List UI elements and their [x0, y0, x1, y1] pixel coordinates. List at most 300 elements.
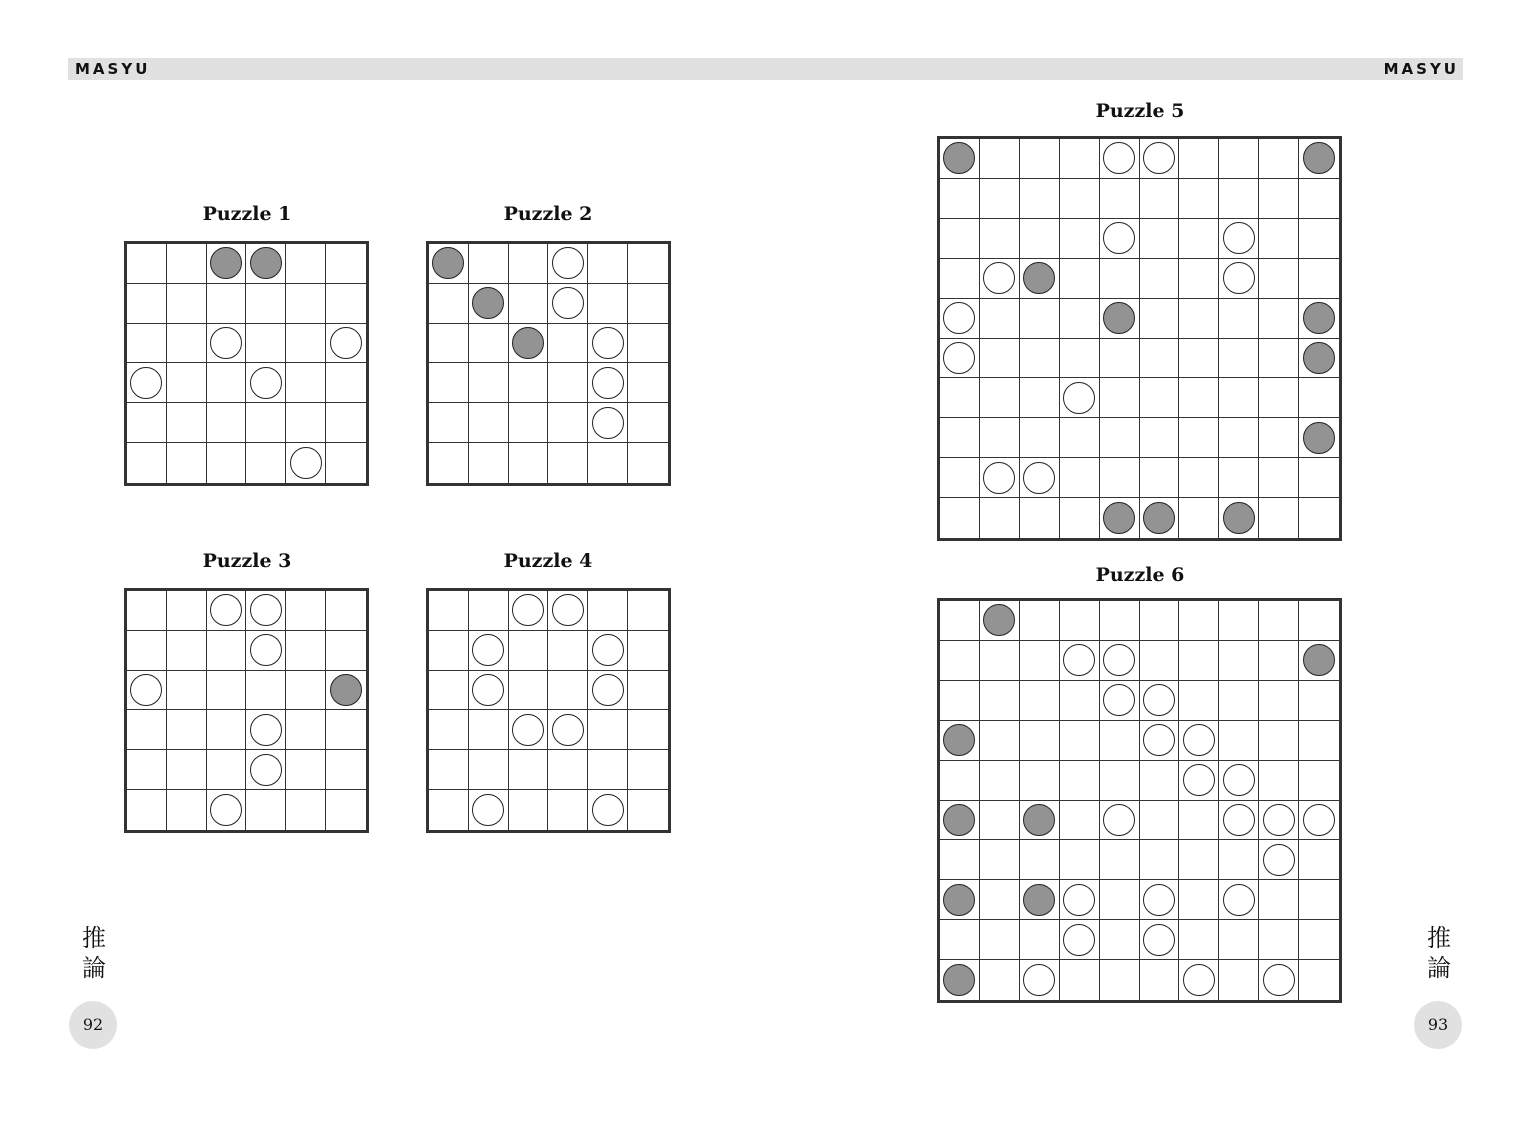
grid-cell[interactable]	[1299, 960, 1339, 1000]
grid-cell[interactable]	[326, 671, 366, 711]
grid-cell[interactable]	[1259, 139, 1299, 179]
grid-cell[interactable]	[1020, 721, 1060, 761]
grid-cell[interactable]	[588, 363, 628, 403]
grid-cell[interactable]	[1179, 378, 1219, 418]
grid-cell[interactable]	[1020, 920, 1060, 960]
grid-cell[interactable]	[940, 458, 980, 498]
grid-cell[interactable]	[326, 324, 366, 364]
grid-cell[interactable]	[1020, 299, 1060, 339]
grid-cell[interactable]	[1100, 761, 1140, 801]
grid-cell[interactable]	[246, 244, 286, 284]
grid-cell[interactable]	[509, 244, 549, 284]
grid-cell[interactable]	[326, 631, 366, 671]
grid-cell[interactable]	[940, 641, 980, 681]
grid-cell[interactable]	[980, 378, 1020, 418]
grid-cell[interactable]	[429, 790, 469, 830]
grid-cell[interactable]	[286, 631, 326, 671]
puzzle-6-grid[interactable]	[937, 598, 1342, 1003]
grid-cell[interactable]	[940, 601, 980, 641]
grid-cell[interactable]	[286, 750, 326, 790]
grid-cell[interactable]	[1179, 139, 1219, 179]
grid-cell[interactable]	[1219, 299, 1259, 339]
grid-cell[interactable]	[1259, 339, 1299, 379]
grid-cell[interactable]	[1060, 458, 1100, 498]
grid-cell[interactable]	[1259, 299, 1299, 339]
grid-cell[interactable]	[1299, 418, 1339, 458]
grid-cell[interactable]	[207, 284, 247, 324]
grid-cell[interactable]	[1060, 259, 1100, 299]
grid-cell[interactable]	[1140, 418, 1180, 458]
grid-cell[interactable]	[588, 443, 628, 483]
grid-cell[interactable]	[286, 790, 326, 830]
grid-cell[interactable]	[1219, 721, 1259, 761]
grid-cell[interactable]	[588, 324, 628, 364]
grid-cell[interactable]	[628, 671, 668, 711]
grid-cell[interactable]	[628, 443, 668, 483]
grid-cell[interactable]	[1259, 601, 1299, 641]
grid-cell[interactable]	[207, 443, 247, 483]
grid-cell[interactable]	[207, 363, 247, 403]
grid-cell[interactable]	[1060, 498, 1100, 538]
grid-cell[interactable]	[1219, 378, 1259, 418]
grid-cell[interactable]	[1020, 259, 1060, 299]
grid-cell[interactable]	[1299, 880, 1339, 920]
grid-cell[interactable]	[980, 498, 1020, 538]
puzzle-4-grid[interactable]	[426, 588, 671, 833]
grid-cell[interactable]	[1219, 761, 1259, 801]
grid-cell[interactable]	[469, 403, 509, 443]
grid-cell[interactable]	[1179, 601, 1219, 641]
grid-cell[interactable]	[1259, 179, 1299, 219]
grid-cell[interactable]	[1299, 378, 1339, 418]
grid-cell[interactable]	[548, 284, 588, 324]
grid-cell[interactable]	[1219, 681, 1259, 721]
grid-cell[interactable]	[940, 960, 980, 1000]
grid-cell[interactable]	[1100, 601, 1140, 641]
grid-cell[interactable]	[207, 324, 247, 364]
grid-cell[interactable]	[207, 403, 247, 443]
grid-cell[interactable]	[940, 920, 980, 960]
grid-cell[interactable]	[127, 324, 167, 364]
grid-cell[interactable]	[207, 631, 247, 671]
grid-cell[interactable]	[1179, 801, 1219, 841]
grid-cell[interactable]	[1179, 418, 1219, 458]
grid-cell[interactable]	[1259, 641, 1299, 681]
grid-cell[interactable]	[1020, 960, 1060, 1000]
grid-cell[interactable]	[628, 244, 668, 284]
grid-cell[interactable]	[940, 219, 980, 259]
grid-cell[interactable]	[429, 363, 469, 403]
grid-cell[interactable]	[1020, 498, 1060, 538]
grid-cell[interactable]	[1299, 641, 1339, 681]
grid-cell[interactable]	[980, 801, 1020, 841]
grid-cell[interactable]	[1299, 920, 1339, 960]
grid-cell[interactable]	[469, 790, 509, 830]
grid-cell[interactable]	[127, 244, 167, 284]
grid-cell[interactable]	[1060, 139, 1100, 179]
grid-cell[interactable]	[1299, 761, 1339, 801]
grid-cell[interactable]	[246, 403, 286, 443]
grid-cell[interactable]	[980, 219, 1020, 259]
grid-cell[interactable]	[1020, 458, 1060, 498]
grid-cell[interactable]	[1179, 179, 1219, 219]
grid-cell[interactable]	[326, 790, 366, 830]
grid-cell[interactable]	[548, 244, 588, 284]
grid-cell[interactable]	[469, 750, 509, 790]
grid-cell[interactable]	[509, 591, 549, 631]
grid-cell[interactable]	[1299, 840, 1339, 880]
grid-cell[interactable]	[1299, 139, 1339, 179]
grid-cell[interactable]	[980, 960, 1020, 1000]
grid-cell[interactable]	[940, 179, 980, 219]
grid-cell[interactable]	[548, 790, 588, 830]
grid-cell[interactable]	[588, 631, 628, 671]
grid-cell[interactable]	[246, 631, 286, 671]
grid-cell[interactable]	[1299, 219, 1339, 259]
grid-cell[interactable]	[1100, 721, 1140, 761]
grid-cell[interactable]	[1100, 498, 1140, 538]
grid-cell[interactable]	[429, 710, 469, 750]
grid-cell[interactable]	[1179, 840, 1219, 880]
grid-cell[interactable]	[1100, 960, 1140, 1000]
grid-cell[interactable]	[1219, 801, 1259, 841]
grid-cell[interactable]	[1259, 378, 1299, 418]
grid-cell[interactable]	[1020, 641, 1060, 681]
grid-cell[interactable]	[628, 403, 668, 443]
grid-cell[interactable]	[167, 443, 207, 483]
grid-cell[interactable]	[628, 324, 668, 364]
grid-cell[interactable]	[286, 324, 326, 364]
grid-cell[interactable]	[548, 403, 588, 443]
grid-cell[interactable]	[469, 363, 509, 403]
grid-cell[interactable]	[509, 403, 549, 443]
grid-cell[interactable]	[1179, 458, 1219, 498]
grid-cell[interactable]	[246, 284, 286, 324]
grid-cell[interactable]	[548, 443, 588, 483]
grid-cell[interactable]	[127, 363, 167, 403]
grid-cell[interactable]	[1299, 498, 1339, 538]
grid-cell[interactable]	[1100, 920, 1140, 960]
grid-cell[interactable]	[127, 750, 167, 790]
grid-cell[interactable]	[207, 671, 247, 711]
grid-cell[interactable]	[588, 284, 628, 324]
grid-cell[interactable]	[1299, 259, 1339, 299]
grid-cell[interactable]	[980, 259, 1020, 299]
grid-cell[interactable]	[1299, 458, 1339, 498]
grid-cell[interactable]	[1100, 259, 1140, 299]
grid-cell[interactable]	[1140, 139, 1180, 179]
grid-cell[interactable]	[1219, 880, 1259, 920]
grid-cell[interactable]	[167, 750, 207, 790]
grid-cell[interactable]	[429, 403, 469, 443]
grid-cell[interactable]	[469, 591, 509, 631]
grid-cell[interactable]	[1020, 601, 1060, 641]
grid-cell[interactable]	[1259, 259, 1299, 299]
grid-cell[interactable]	[1100, 378, 1140, 418]
grid-cell[interactable]	[940, 498, 980, 538]
grid-cell[interactable]	[286, 284, 326, 324]
grid-cell[interactable]	[1259, 458, 1299, 498]
grid-cell[interactable]	[469, 244, 509, 284]
grid-cell[interactable]	[588, 244, 628, 284]
grid-cell[interactable]	[1020, 801, 1060, 841]
grid-cell[interactable]	[1219, 259, 1259, 299]
grid-cell[interactable]	[469, 324, 509, 364]
grid-cell[interactable]	[1140, 339, 1180, 379]
grid-cell[interactable]	[980, 601, 1020, 641]
grid-cell[interactable]	[429, 244, 469, 284]
grid-cell[interactable]	[588, 710, 628, 750]
grid-cell[interactable]	[980, 880, 1020, 920]
grid-cell[interactable]	[1060, 179, 1100, 219]
grid-cell[interactable]	[1140, 721, 1180, 761]
grid-cell[interactable]	[1100, 219, 1140, 259]
grid-cell[interactable]	[548, 631, 588, 671]
grid-cell[interactable]	[286, 443, 326, 483]
grid-cell[interactable]	[548, 324, 588, 364]
grid-cell[interactable]	[509, 671, 549, 711]
grid-cell[interactable]	[1020, 418, 1060, 458]
grid-cell[interactable]	[1060, 418, 1100, 458]
grid-cell[interactable]	[469, 671, 509, 711]
grid-cell[interactable]	[1060, 681, 1100, 721]
grid-cell[interactable]	[1299, 179, 1339, 219]
grid-cell[interactable]	[469, 284, 509, 324]
grid-cell[interactable]	[429, 443, 469, 483]
grid-cell[interactable]	[127, 631, 167, 671]
grid-cell[interactable]	[167, 591, 207, 631]
grid-cell[interactable]	[1020, 179, 1060, 219]
grid-cell[interactable]	[980, 458, 1020, 498]
grid-cell[interactable]	[628, 363, 668, 403]
grid-cell[interactable]	[940, 840, 980, 880]
grid-cell[interactable]	[1179, 259, 1219, 299]
grid-cell[interactable]	[940, 418, 980, 458]
grid-cell[interactable]	[1100, 801, 1140, 841]
grid-cell[interactable]	[588, 790, 628, 830]
grid-cell[interactable]	[1259, 880, 1299, 920]
grid-cell[interactable]	[1060, 601, 1100, 641]
grid-cell[interactable]	[1140, 681, 1180, 721]
grid-cell[interactable]	[509, 790, 549, 830]
grid-cell[interactable]	[1219, 219, 1259, 259]
grid-cell[interactable]	[1060, 960, 1100, 1000]
grid-cell[interactable]	[1179, 880, 1219, 920]
grid-cell[interactable]	[1179, 960, 1219, 1000]
grid-cell[interactable]	[1100, 179, 1140, 219]
grid-cell[interactable]	[127, 284, 167, 324]
grid-cell[interactable]	[1020, 681, 1060, 721]
grid-cell[interactable]	[1299, 601, 1339, 641]
grid-cell[interactable]	[1060, 219, 1100, 259]
grid-cell[interactable]	[207, 790, 247, 830]
grid-cell[interactable]	[1179, 219, 1219, 259]
grid-cell[interactable]	[1140, 259, 1180, 299]
grid-cell[interactable]	[1179, 920, 1219, 960]
grid-cell[interactable]	[1020, 139, 1060, 179]
grid-cell[interactable]	[246, 750, 286, 790]
grid-cell[interactable]	[1140, 458, 1180, 498]
grid-cell[interactable]	[469, 631, 509, 671]
grid-cell[interactable]	[1060, 299, 1100, 339]
grid-cell[interactable]	[980, 681, 1020, 721]
grid-cell[interactable]	[207, 591, 247, 631]
grid-cell[interactable]	[326, 244, 366, 284]
grid-cell[interactable]	[167, 284, 207, 324]
grid-cell[interactable]	[1060, 801, 1100, 841]
grid-cell[interactable]	[1060, 339, 1100, 379]
grid-cell[interactable]	[940, 299, 980, 339]
grid-cell[interactable]	[167, 363, 207, 403]
grid-cell[interactable]	[1179, 299, 1219, 339]
grid-cell[interactable]	[980, 840, 1020, 880]
grid-cell[interactable]	[509, 324, 549, 364]
grid-cell[interactable]	[1100, 880, 1140, 920]
grid-cell[interactable]	[286, 710, 326, 750]
grid-cell[interactable]	[940, 801, 980, 841]
grid-cell[interactable]	[1140, 880, 1180, 920]
grid-cell[interactable]	[167, 671, 207, 711]
grid-cell[interactable]	[167, 710, 207, 750]
grid-cell[interactable]	[1020, 761, 1060, 801]
grid-cell[interactable]	[548, 363, 588, 403]
grid-cell[interactable]	[246, 443, 286, 483]
grid-cell[interactable]	[940, 139, 980, 179]
grid-cell[interactable]	[246, 671, 286, 711]
grid-cell[interactable]	[1219, 641, 1259, 681]
grid-cell[interactable]	[127, 403, 167, 443]
grid-cell[interactable]	[1100, 681, 1140, 721]
grid-cell[interactable]	[1140, 920, 1180, 960]
grid-cell[interactable]	[548, 710, 588, 750]
grid-cell[interactable]	[980, 179, 1020, 219]
grid-cell[interactable]	[246, 363, 286, 403]
grid-cell[interactable]	[1179, 681, 1219, 721]
grid-cell[interactable]	[429, 284, 469, 324]
grid-cell[interactable]	[509, 710, 549, 750]
grid-cell[interactable]	[1140, 299, 1180, 339]
grid-cell[interactable]	[1219, 458, 1259, 498]
grid-cell[interactable]	[1100, 418, 1140, 458]
grid-cell[interactable]	[1140, 179, 1180, 219]
grid-cell[interactable]	[980, 339, 1020, 379]
grid-cell[interactable]	[1140, 219, 1180, 259]
grid-cell[interactable]	[1140, 378, 1180, 418]
grid-cell[interactable]	[326, 750, 366, 790]
grid-cell[interactable]	[509, 631, 549, 671]
grid-cell[interactable]	[1299, 299, 1339, 339]
grid-cell[interactable]	[628, 790, 668, 830]
grid-cell[interactable]	[1179, 498, 1219, 538]
grid-cell[interactable]	[509, 284, 549, 324]
grid-cell[interactable]	[980, 299, 1020, 339]
grid-cell[interactable]	[1060, 721, 1100, 761]
grid-cell[interactable]	[1100, 458, 1140, 498]
grid-cell[interactable]	[509, 443, 549, 483]
grid-cell[interactable]	[1219, 498, 1259, 538]
grid-cell[interactable]	[326, 710, 366, 750]
grid-cell[interactable]	[940, 378, 980, 418]
grid-cell[interactable]	[246, 790, 286, 830]
grid-cell[interactable]	[286, 671, 326, 711]
grid-cell[interactable]	[127, 443, 167, 483]
grid-cell[interactable]	[980, 761, 1020, 801]
grid-cell[interactable]	[167, 244, 207, 284]
grid-cell[interactable]	[1219, 179, 1259, 219]
grid-cell[interactable]	[1299, 801, 1339, 841]
grid-cell[interactable]	[980, 920, 1020, 960]
grid-cell[interactable]	[246, 591, 286, 631]
grid-cell[interactable]	[1140, 960, 1180, 1000]
grid-cell[interactable]	[326, 363, 366, 403]
grid-cell[interactable]	[509, 750, 549, 790]
grid-cell[interactable]	[1140, 601, 1180, 641]
grid-cell[interactable]	[1219, 840, 1259, 880]
grid-cell[interactable]	[207, 710, 247, 750]
grid-cell[interactable]	[1219, 920, 1259, 960]
grid-cell[interactable]	[1299, 721, 1339, 761]
grid-cell[interactable]	[1140, 761, 1180, 801]
puzzle-2-grid[interactable]	[426, 241, 671, 486]
grid-cell[interactable]	[1179, 761, 1219, 801]
grid-cell[interactable]	[286, 363, 326, 403]
grid-cell[interactable]	[940, 721, 980, 761]
grid-cell[interactable]	[167, 403, 207, 443]
grid-cell[interactable]	[286, 591, 326, 631]
grid-cell[interactable]	[286, 244, 326, 284]
grid-cell[interactable]	[1020, 339, 1060, 379]
grid-cell[interactable]	[1179, 339, 1219, 379]
grid-cell[interactable]	[1060, 641, 1100, 681]
grid-cell[interactable]	[1140, 840, 1180, 880]
grid-cell[interactable]	[940, 339, 980, 379]
grid-cell[interactable]	[1060, 761, 1100, 801]
grid-cell[interactable]	[127, 671, 167, 711]
puzzle-3-grid[interactable]	[124, 588, 369, 833]
grid-cell[interactable]	[207, 750, 247, 790]
grid-cell[interactable]	[1219, 418, 1259, 458]
grid-cell[interactable]	[588, 403, 628, 443]
grid-cell[interactable]	[429, 591, 469, 631]
grid-cell[interactable]	[1020, 880, 1060, 920]
grid-cell[interactable]	[588, 671, 628, 711]
grid-cell[interactable]	[127, 790, 167, 830]
grid-cell[interactable]	[588, 591, 628, 631]
grid-cell[interactable]	[246, 324, 286, 364]
grid-cell[interactable]	[326, 284, 366, 324]
grid-cell[interactable]	[1179, 641, 1219, 681]
grid-cell[interactable]	[1060, 920, 1100, 960]
grid-cell[interactable]	[1259, 219, 1299, 259]
grid-cell[interactable]	[1259, 761, 1299, 801]
grid-cell[interactable]	[940, 761, 980, 801]
grid-cell[interactable]	[1259, 960, 1299, 1000]
grid-cell[interactable]	[628, 710, 668, 750]
grid-cell[interactable]	[469, 443, 509, 483]
grid-cell[interactable]	[1140, 498, 1180, 538]
grid-cell[interactable]	[548, 591, 588, 631]
grid-cell[interactable]	[1259, 681, 1299, 721]
grid-cell[interactable]	[429, 671, 469, 711]
grid-cell[interactable]	[1219, 139, 1259, 179]
grid-cell[interactable]	[1100, 299, 1140, 339]
grid-cell[interactable]	[167, 790, 207, 830]
grid-cell[interactable]	[1020, 378, 1060, 418]
grid-cell[interactable]	[207, 244, 247, 284]
grid-cell[interactable]	[548, 750, 588, 790]
grid-cell[interactable]	[1100, 641, 1140, 681]
grid-cell[interactable]	[127, 710, 167, 750]
